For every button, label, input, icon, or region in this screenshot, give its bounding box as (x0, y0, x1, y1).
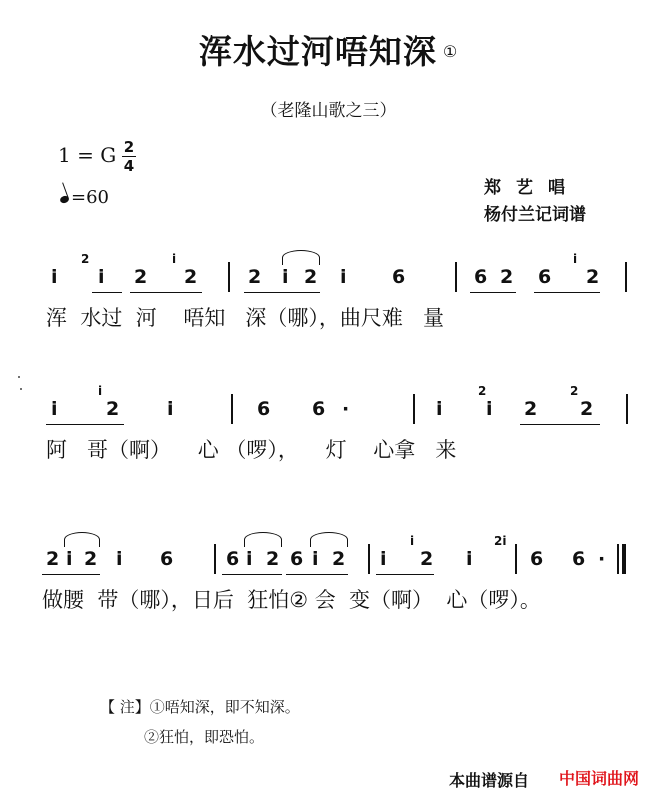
note: 6 (538, 266, 552, 288)
note: i (380, 548, 387, 570)
recorder-credit: 杨付兰记词谱 (484, 205, 586, 225)
note: 6 (572, 548, 586, 570)
grace-note: 2i (494, 534, 507, 548)
singer-credit: 郑艺唱 (484, 178, 580, 198)
note-dot: · (342, 398, 350, 420)
note: 2 (106, 398, 120, 420)
note: 6 (392, 266, 406, 288)
time-signature-top: 2 (123, 138, 135, 156)
grace-note: i (410, 534, 415, 548)
note: 6 (530, 548, 544, 570)
note: 6 (290, 548, 304, 570)
grace-note: 2 (570, 384, 579, 398)
note: 6 (226, 548, 240, 570)
footnote-1: 【 注】①唔知深，即不知深。 (100, 698, 300, 716)
music-line-1 (0, 252, 657, 336)
note: i (66, 548, 73, 570)
note: i (51, 266, 58, 288)
music-line-2 (0, 384, 657, 468)
time-signature-bottom: 4 (123, 157, 135, 175)
lyrics-line-3: 做腰 带（哪），日后 狂怕② 会 变（啊） 心（啰）。 (42, 588, 541, 612)
time-signature (122, 139, 136, 174)
note: 6 (474, 266, 488, 288)
quarter-note-icon (59, 195, 70, 205)
grace-note: i (573, 252, 578, 266)
footnote-label: 【 注】 (100, 698, 150, 716)
note: 2 (420, 548, 434, 570)
note: 6 (257, 398, 271, 420)
title-footnote-mark: ① (442, 42, 459, 61)
note: i (340, 266, 347, 288)
grace-note: 2 (478, 384, 487, 398)
note: i (51, 398, 58, 420)
lyrics-line-2: 阿 哥（啊） 心 （啰）， 灯 心拿 来 (46, 438, 457, 462)
grace-note: i (172, 252, 177, 266)
margin-mark (18, 376, 20, 378)
key-signature: 1 = G (58, 143, 117, 167)
note: 2 (84, 548, 98, 570)
footnotes (100, 692, 300, 752)
note: 2 (586, 266, 600, 288)
music-line-3 (0, 534, 657, 618)
note: i (246, 548, 253, 570)
note: i (98, 266, 105, 288)
note: i (486, 398, 493, 420)
note: 2 (524, 398, 538, 420)
note-dot: · (598, 548, 606, 570)
note: i (167, 398, 174, 420)
note: 6 (160, 548, 174, 570)
note: 2 (266, 548, 280, 570)
note: i (312, 548, 319, 570)
note: 2 (184, 266, 198, 288)
note: 2 (304, 266, 318, 288)
grace-note: i (98, 384, 103, 398)
note: 2 (134, 266, 148, 288)
note: i (116, 548, 123, 570)
note: i (282, 266, 289, 288)
tempo-marking: =60 (60, 187, 109, 208)
note: 2 (248, 266, 262, 288)
note: 2 (332, 548, 346, 570)
note: 2 (46, 548, 60, 570)
footer-site-link[interactable]: 中国词曲网 (559, 769, 640, 788)
grace-note: 2 (81, 252, 90, 266)
footnote-2: ②狂怕，即恐怕。 (144, 728, 265, 746)
note: i (466, 548, 473, 570)
song-subtitle: （老隆山歌之三） (260, 101, 397, 121)
note: 2 (500, 266, 514, 288)
lyrics-line-1: 浑 水过 河 唔知 深（哪），曲尺难 量 (46, 306, 444, 330)
note: 2 (580, 398, 594, 420)
footer-source: 本曲谱源自 (449, 771, 530, 790)
note: i (436, 398, 443, 420)
note: 6 (312, 398, 326, 420)
margin-mark (20, 388, 22, 390)
song-title: 浑水过河唔知深 ① (198, 32, 459, 71)
